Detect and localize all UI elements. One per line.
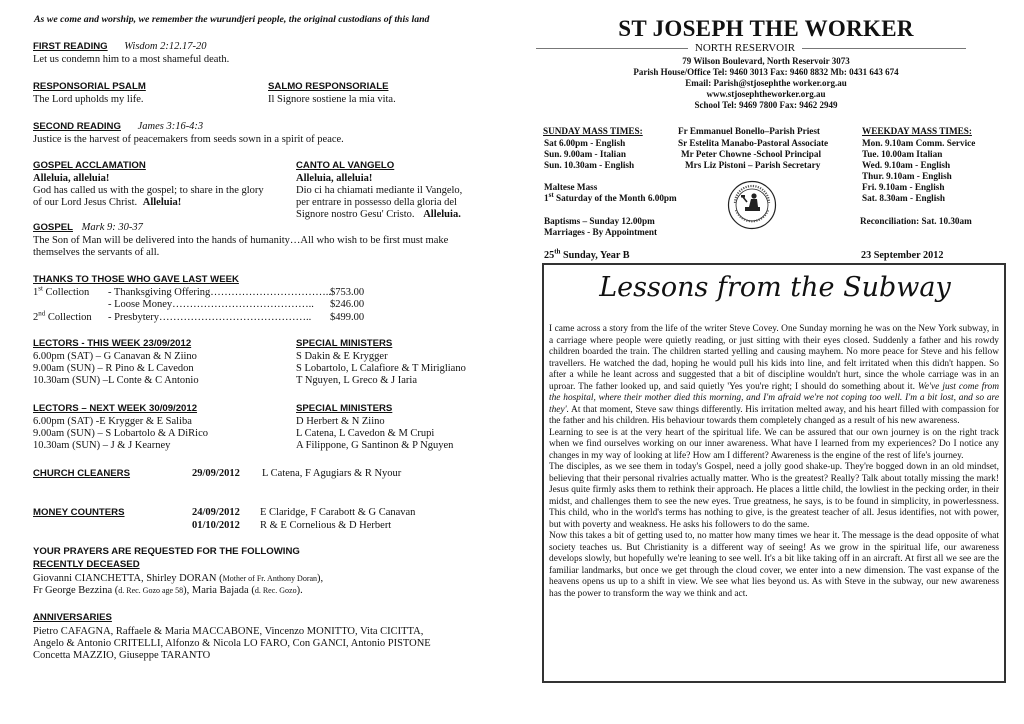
weekday-mass-row: Fri. 9.10am - English: [862, 182, 945, 192]
collection-2-label-text: Collection: [45, 312, 92, 323]
ministers-this-row: T Nguyen, L Greco & J Iaria: [296, 375, 418, 386]
article-title: Lessons from the Subway: [599, 272, 951, 303]
thanks-heading: THANKS TO THOSE WHO GAVE LAST WEEK: [33, 274, 239, 285]
collection-2-item: - Presbytery……………………………………..: [108, 312, 312, 323]
church-cleaners-heading: CHURCH CLEANERS: [33, 468, 131, 479]
maltese-mass: Maltese Mass: [544, 182, 598, 192]
weekday-mass-row: Thur. 9.10am - English: [862, 171, 952, 181]
article-paragraph: Now this takes a bit of getting used to, no matter how many times we hear it. The message is the dead opposite of what society teaches us. But Christianity is a different way of seeing! As we grow in the spiritual life, our awareness develops slowly, but hopefully we're leaning to see well. It's a bit like taking off in an aircraft. At first all we see are the familiar landmarks, but once we get through the cloud cover, we enter into a new dimension. The vast expanse of the heavens opens us up to a shift in view. We see what lies beyond us. As with Steve in the subway, our new awareness has the power to transform the way we think and act.: [549, 531, 999, 599]
gospel-acclamation-alleluia: Alleluia, alleluia!: [33, 173, 110, 184]
lectors-next-week-heading: LECTORS – NEXT WEEK 30/09/2012: [33, 403, 198, 414]
gospel-line1: The Son of Man will be delivered into the hands of humanity…All who wish to be first must make: [33, 235, 449, 246]
article-paragraph: Learning to see is at the very heart of the spiritual life. We can be assured that our own journey is on the right track when we find ourselves working on our inner awareness. What have I learned from my experiences? Do I notice any changes in my way of looking at life? How am I different? Awareness is the engine of the rest of life's journey.: [549, 427, 999, 461]
sunday-mass-row: Sun. 10.30am - English: [544, 160, 635, 170]
church-cleaners-names: L Catena, F Agugiars & R Nyour: [262, 468, 402, 479]
canto-vangelo-heading: CANTO AL VANGELO: [296, 160, 395, 171]
second-reading-ref: James 3:16-4:3: [137, 121, 204, 132]
article-body: [549, 324, 999, 600]
sunday-rest: Sunday, Year B: [560, 250, 630, 261]
canto-vangelo-line1: Dio ci ha chiamati mediante il Vangelo,: [296, 185, 463, 196]
money-counters-heading: MONEY COUNTERS: [33, 507, 125, 518]
money-counters-date-1: 24/09/2012: [192, 507, 240, 518]
website-link[interactable]: www.stjosephtheworker.org.au: [706, 89, 826, 99]
psalm-text: The Lord upholds my life.: [33, 94, 144, 105]
bulletin-date: 23 September 2012: [861, 250, 944, 261]
lectors-next-row: 10.30am (SUN) – J & J Kearney: [33, 440, 171, 451]
staff-row: Fr Emmanuel Bonello–Parish Priest: [678, 126, 820, 136]
weekday-mass-row: Wed. 9.10am - English: [862, 160, 951, 170]
canto-vangelo-alleluia-end: Alleluia.: [423, 209, 461, 220]
baptisms: Baptisms – Sunday 12.00pm: [544, 216, 655, 226]
weekday-mass-row: Tue. 10.00am Italian: [862, 149, 943, 159]
staff-row: Mrs Liz Pistoni – Parish Secretary: [685, 160, 821, 170]
money-counters-names-1: E Claridge, F Carabott & G Canavan: [260, 507, 416, 518]
collection-2-label: [33, 309, 92, 324]
gospel-acclamation-heading: GOSPEL ACCLAMATION: [33, 160, 146, 171]
phones: Parish House/Office Tel: 9460 3013 Fax: 9460 8832 Mb: 0431 643 674: [633, 67, 899, 77]
gospel-acclamation-alleluia-end: Alleluia!: [142, 197, 182, 208]
weekday-mass-heading: WEEKDAY MASS TIMES:: [862, 126, 972, 136]
sunday-mass-heading: SUNDAY MASS TIMES:: [543, 126, 643, 136]
collection-2-ordinal: 2: [33, 312, 39, 323]
acknowledgement: As we come and worship, we remember the wurundjeri people, the original custodians of this land: [34, 14, 430, 25]
deceased-names: Fr George Bezzina (: [33, 585, 119, 596]
first-reading-text: Let us condemn him to a most shameful death.: [33, 54, 230, 65]
staff-row: Sr Estelita Manabo-Pastoral Associate: [678, 138, 829, 148]
lectors-next-row: 9.00am (SUN) – S Lobartolo & A DiRico: [33, 428, 208, 439]
article-quote: We've just come from the hospital, where their mother died this morning, and I'm afraid we're not coping too well. I'm a bit lost, and so are they'.: [549, 381, 1000, 415]
gospel-acclamation-line2-text: of our Lord Jesus Christ.: [33, 197, 138, 208]
gospel-heading: GOSPEL: [33, 222, 73, 233]
marriages: Marriages - By Appointment: [544, 227, 658, 237]
ministers-next-row: A Filippone, G Santinon & P Nguyen: [296, 440, 454, 451]
weekday-mass-row: Mon. 9.10am Comm. Service: [862, 138, 976, 148]
maltese-mass-time: [544, 190, 677, 204]
ministers-this-row: S Lobartolo, L Calafiore & T Mirigliano: [296, 363, 466, 374]
money-counters-date-2: 01/10/2012: [192, 520, 240, 531]
church-cleaners-date: 29/09/2012: [192, 468, 240, 479]
deceased-names: Giovanni CIANCHETTA, Shirley DORAN (: [33, 573, 223, 584]
ministers-next-row: D Herbert & N Ziino: [296, 416, 385, 427]
deceased-note: d. Rec. Gozo: [254, 586, 297, 595]
divider-right: [802, 48, 966, 49]
lectors-this-row: 9.00am (SUN) – R Pino & L Cavedon: [33, 363, 194, 374]
deceased-line-1: [33, 573, 323, 585]
parish-name: ST JOSEPH THE WORKER: [618, 16, 914, 41]
ministers-next-row: L Catena, L Cavedon & M Crupi: [296, 428, 435, 439]
lectors-this-week-heading: LECTORS - THIS WEEK 23/09/2012: [33, 338, 192, 349]
collection-1-suffix: st: [38, 284, 43, 293]
school-phones: School Tel: 9469 7800 Fax: 9462 2949: [694, 100, 838, 110]
first-reading-heading: FIRST READING: [33, 41, 108, 52]
divider-left: [536, 48, 688, 49]
sunday-mass-row: Sun. 9.00am - Italian: [544, 149, 626, 159]
collection-1-item: - Thanksgiving Offering……………………………..: [108, 287, 332, 298]
weekday-mass-row: Sat. 8.30am - English: [862, 193, 945, 203]
deceased-note: Mother of Fr. Anthony Doran: [222, 574, 318, 583]
ministers-next-week-heading: SPECIAL MINISTERS: [296, 403, 393, 414]
psalm-text-italian: Il Signore sostiene la mia vita.: [268, 94, 396, 105]
ministers-this-row: S Dakin & E Krygger: [296, 351, 388, 362]
gospel-acclamation-line2: [33, 197, 181, 209]
address: 79 Wilson Boulevard, North Reservoir 3073: [682, 56, 850, 66]
article-text: I came across a story from the life of the writer Steve Covey. One Sunday morning he was on the New York subway, in a carriage where people were quietly reading, or just sitting with their eyes closed. Suddenly a father and his rowdy children boarded the train. The children started yelling and causing mayhem. No more peace for Steve and his fellow travellers. He watched the dad, hoping he would pull his kids into line, and felt irritated when this didn't happen. So after a while he leant across and suggested that a bit of discipline wouldn't hurt, since the whole carriage was in an uproar. The father looked up, and said quietly 'Yes you're right; I should do something about it.: [549, 324, 999, 392]
collection-1b-item: - Loose Money…………………………………..: [108, 299, 314, 310]
psalm-heading-italian: SALMO RESPONSORIALE: [268, 81, 389, 92]
gospel-line2: themselves the servants of all.: [33, 247, 160, 258]
maltese-ordinal: 1: [544, 193, 549, 203]
money-counters-names-2: R & E Cornelious & D Herbert: [260, 520, 392, 531]
reconciliation: Reconciliation: Sat. 10.30am: [860, 216, 972, 226]
recently-deceased-heading: RECENTLY DECEASED: [33, 559, 140, 570]
first-reading-heading-row: [33, 41, 207, 53]
sunday-ordinal: 25: [544, 250, 555, 261]
anniversaries-heading: ANNIVERSARIES: [33, 612, 112, 623]
parish-logo: [727, 180, 777, 230]
deceased-punct: ).: [296, 585, 303, 596]
anniversaries-row: Angelo & Antonio CRITELLI, Alfonzo & Nicola LO FARO, Con GANCI, Antonio PISTONE: [33, 638, 431, 649]
psalm-heading: RESPONSORIAL PSALM: [33, 81, 146, 92]
anniversaries-row: Concetta MAZZIO, Giuseppe TARANTO: [33, 650, 211, 661]
liturgical-sunday: [544, 247, 630, 262]
canto-vangelo-line3: [296, 209, 461, 221]
first-reading-ref: Wisdom 2:12.17-20: [124, 41, 207, 52]
article-paragraph: [549, 324, 999, 428]
gospel-acclamation-line1: God has called us with the gospel; to share in the glory: [33, 185, 264, 196]
collection-2-amount: $499.00: [330, 312, 365, 323]
sunday-mass-row: Sat 6.00pm - English: [544, 138, 626, 148]
gospel-heading-row: [33, 222, 143, 234]
deceased-note: d. Rec. Gozo age 58: [118, 586, 184, 595]
locality: NORTH RESERVOIR: [694, 42, 796, 54]
canto-vangelo-alleluia: Alleluia, alleluia!: [296, 173, 373, 184]
maltese-suffix: st: [548, 190, 554, 199]
article-paragraph: The disciples, as we see them in today's Gospel, need a jolly good shake-up. They're bogged down in an old mindset, believing that their personal rivalries actually matter. Who is the greatest? Really? Talk about totally missing the mark! Jesus quite firmly asks them to rethink their approach. He places a little child, the lowliest in the pecking order, in their midst, and challenges them to see the new eyes. True greatness, he says, is to be found in simplicity, in powerlessness. This child, who in the world's terms has nothing to give, is the greatest teacher of all. Jesus identifies, not with power, but with poverty and weakness. He asks his followers to do the same.: [549, 462, 999, 530]
lectors-this-row: 10.30am (SUN) –L Conte & C Antonio: [33, 375, 199, 386]
staff-row: Mr Peter Chowne -School Principal: [681, 149, 822, 159]
ministers-this-week-heading: SPECIAL MINISTERS: [296, 338, 393, 349]
deceased-line-2: [33, 585, 303, 597]
lectors-this-row: 6.00pm (SAT) – G Canavan & N Ziino: [33, 351, 197, 362]
collection-1-label-text: Collection: [42, 287, 90, 298]
anniversaries-row: Pietro CAFAGNA, Raffaele & Maria MACCABONE, Vincenzo MONITTO, Vita CICITTA,: [33, 626, 424, 637]
canto-vangelo-line2: per entrare in possesso della gloria del: [296, 197, 457, 208]
lectors-next-row: 6.00pm (SAT) -E Krygger & E Saliba: [33, 416, 192, 427]
deceased-names: ), Maria Bajada (: [183, 585, 255, 596]
prayers-heading: YOUR PRAYERS ARE REQUESTED FOR THE FOLLOWING: [33, 546, 300, 557]
collection-1b-amount: $246.00: [330, 299, 365, 310]
second-reading-heading: SECOND READING: [33, 121, 121, 132]
collection-1-amount: $753.00: [330, 287, 365, 298]
second-reading-heading-row: [33, 121, 203, 133]
article-text: At that moment, Steve saw things differently. His irritation melted away, and his heart filled with compassion for the father and his children. His behaviour towards them completely changed as a result of his new awareness.: [549, 404, 999, 426]
email: Email: Parish@stjosephthe worker.org.au: [685, 78, 847, 88]
collection-1-ordinal: 1: [33, 287, 39, 298]
gospel-ref: Mark 9: 30-37: [81, 222, 143, 233]
deceased-punct: ),: [317, 573, 324, 584]
maltese-rest: Saturday of the Month 6.00pm: [553, 193, 677, 203]
collection-2-suffix: nd: [38, 309, 46, 318]
second-reading-text: Justice is the harvest of peacemakers from seeds sown in a spirit of peace.: [33, 134, 344, 145]
canto-vangelo-line3-text: Signore nostro Gesu' Cristo.: [296, 209, 415, 220]
collection-1-label: [33, 284, 90, 299]
sunday-suffix: th: [554, 247, 561, 256]
